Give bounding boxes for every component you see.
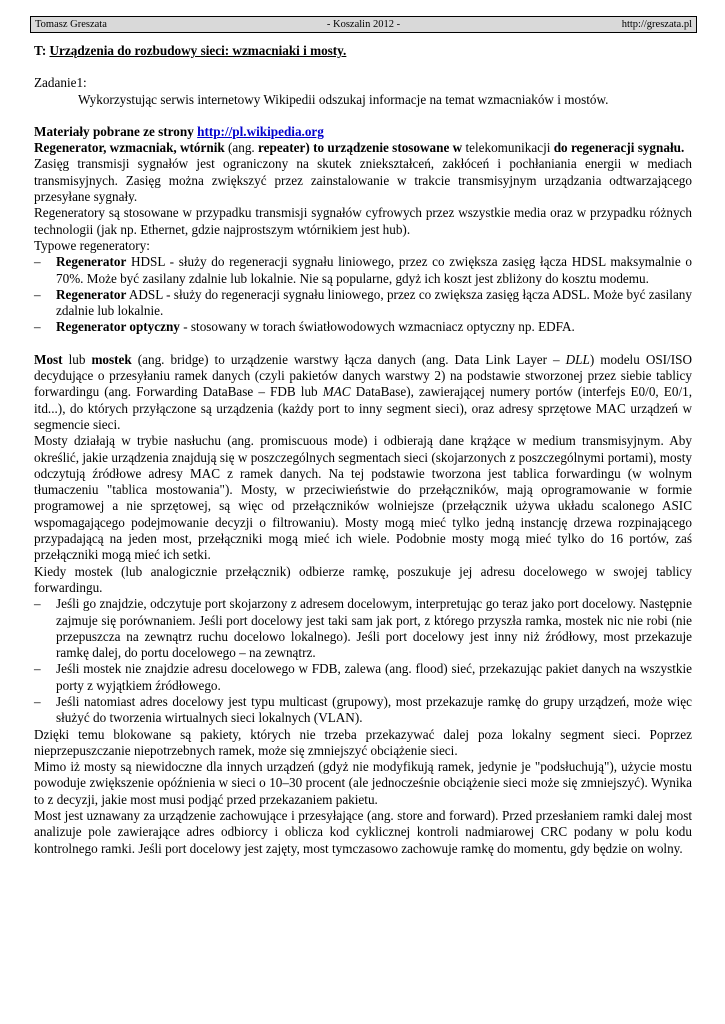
- list-item: – Jeśli go znajdzie, odczytuje port skojarzony z adresem docelowym, interpretując go teraz jako port docelowy. Następnie zajmuje się porównaniem. Jeśli port docelowy jest taki sam jak port, z którego przyszła ramka, mostek nic nie robi (nie przepuszcza na zewnątrz ruchu docelowo lokalnego). Jeśli port docelowy jest inny niż źródłowy, most przekazuje ramkę dalej, do portu docelowego – na zewnątrz.: [34, 596, 692, 661]
- wikipedia-link[interactable]: http://pl.wikipedia.org: [197, 123, 324, 139]
- list-item: – Jeśli natomiast adres docelowy jest typu multicast (grupowy), most przekazuje ramkę do grupy urządzeń, może więc służyć do tworzenia wirtualnych sieci lokalnych (VLAN).: [34, 694, 692, 727]
- bridge-paragraph-3: Kiedy mostek (lub analogicznie przełącznik) odbierze ramkę, poszukuje jej adresu docelowego w swojej tablicy forwardingu.: [34, 563, 692, 595]
- regenerator-term: Regenerator, wzmacniak, wtórnik: [34, 140, 225, 156]
- regenerator-definition: [34, 140, 692, 156]
- regenerator-def-text-2: telekomunikacji: [462, 140, 554, 156]
- regenerator-types-list: [34, 254, 692, 335]
- materials-label: Materiały pobrane ze strony: [34, 123, 198, 139]
- bridge-text-1: lub: [62, 351, 92, 367]
- bridge-paragraph-4: Dzięki temu blokowane są pakiety, których nie trzeba przekazywać dalej poza lokalny segment sieci. Poprzez nieprzepuszczanie niepotrzebnych ramek, może się zmniejszyć obciążenie sieci.: [34, 726, 692, 758]
- regenerator-def-bold-3: ) to urządzenie stosowane w: [305, 140, 463, 156]
- list-item: [34, 319, 692, 335]
- bridge-text-2: (ang. bridge) to urządzenie warstwy łącza danych (ang. Data Link Layer –: [131, 351, 566, 367]
- bridge-definition: [34, 352, 692, 433]
- bridge-text-4: DataBase), zawierającej numery portów (interfejs E0/0, E0/1, itd...), do których przyłączone są urządzenia (każdy port to inny segment sieci), oraz adresy sprzętowe MAC urządzeń w segmencie sieci.: [34, 384, 693, 432]
- list-item-term: Regenerator: [56, 286, 127, 302]
- bridge-term-mostek: mostek: [91, 351, 132, 367]
- bridge-cases-list: [34, 596, 692, 726]
- list-item-text: - stosowany w torach światłowodowych wzmacniacz optyczny np. EDFA.: [179, 319, 575, 335]
- bridge-mac-abbr: MAC: [322, 384, 351, 400]
- bridge-paragraph-2: Mosty działają w trybie nasłuchu (ang. promiscuous mode) i odbierają dane krążące w medium transmisyjnym. Aby określić, jakie urządzenia znajdują się w poszczególnych segmentach sieci (skojarzonych z poszczególnymi portami), mosty odczytują źródłowe adresy MAC z ramek danych. Na tej podstawie tworzona jest tablica forwardingu (w wolnym tłumaczeniu "tablica mostowania"). Mosty, w przeciwieństwie do przełączników, mają oprogramowanie w formie programowej a nie sprzętowej, są więc od przełączników wolniejsze (przełącznik używa układu scalonego ASIC wspomagającego podejmowanie decyzji o filtrowaniu). Mosty mogą mieć tylko jedną instancję drzewa rozpinającego przypadającą na jeden most, przełączniki mogą mieć ich wiele. Podobnie mosty mogą mieć tylko do 16 portów, zaś przełączniki mogą mieć ich setki.: [34, 433, 692, 563]
- bridge-term-most: Most: [34, 351, 63, 367]
- header-url: http://greszata.pl: [621, 19, 692, 30]
- materials-line: [34, 124, 692, 140]
- regenerator-def-text-1: (ang.: [224, 140, 259, 156]
- regenerator-types-label: Typowe regeneratory:: [34, 237, 150, 253]
- list-item: – Jeśli mostek nie znajdzie adresu docelowego w FDB, zalewa (ang. flood) sieć, przekazując pakiet danych na wszystkie porty z wyjątkiem źródłowego.: [34, 661, 692, 694]
- bridge-dll-abbr: DLL: [565, 351, 590, 367]
- task-text: Wykorzystując serwis internetowy Wikipedii odszukaj informacje na temat wzmacniaków i mostów.: [78, 91, 609, 107]
- list-item-term: Regenerator optyczny: [56, 319, 180, 335]
- task-label: Zadanie1:: [34, 75, 87, 91]
- header-location: - Koszalin 2012 -: [326, 19, 401, 30]
- list-item-term: Regenerator: [56, 254, 127, 270]
- header-author: Tomasz Greszata: [35, 19, 107, 30]
- list-item: [34, 254, 692, 287]
- list-item-text: HDSL - służy do regeneracji sygnału liniowego, przez co zwiększa zasięg łącza HDSL maksymalnie o 70%. Może być zasilany zdalnie lub lokalnie. Nie są popularne, gdyż ich koszt jest zbliżony do kosztu modemu.: [56, 254, 692, 286]
- regenerator-paragraph-1: Zasięg transmisji sygnałów jest ograniczony na skutek zniekształceń, zakłóceń i pochłaniania energii w mediach transmisyjnych. Zasięg można zwiększyć przez zainstalowanie w trakcie transmisyjnym urządzania odtwarzającego przesyłane sygnały.: [34, 156, 692, 205]
- list-item-text: ADSL - służy do regeneracji sygnału liniowego, przez co zwiększa zasięg łącza ADSL. Może być zasilany zdalnie lub lokalnie.: [56, 286, 692, 319]
- title-prefix: T:: [34, 43, 50, 58]
- document-title: [34, 43, 692, 59]
- bridge-text-3: ) modelu OSI/ISO decydujące o przesyłaniu ramek danych (czyli pakietów danych warstwy 2) na podstawie stworzonej przez siebie tablicy forwardingu (ang. Forwarding DataBase – FDB lub: [34, 351, 692, 400]
- document-body: [34, 43, 692, 857]
- bridge-paragraph-6: Most jest uznawany za urządzenie zachowujące i przesyłające (ang. store and forward). Przed przesłaniem ramki dalej most analizuje pole zawierające adres odbiorcy i oblicza kod cyklicznej kontroli nadmiarowej CRC podany w polu kodu kontrolnego ramki. Jeśli port docelowy jest zajęty, most tymczasowo zachowuje ramkę do momentu, gdy będzie on wolny.: [34, 808, 692, 856]
- regenerator-def-bold-4: do regeneracji sygnału.: [553, 140, 685, 156]
- list-item: [34, 287, 692, 320]
- title-text: Urządzenia do rozbudowy sieci: wzmacniaki i mosty.: [49, 43, 347, 58]
- repeater-term: repeater: [258, 140, 306, 156]
- bridge-paragraph-5: Mimo iż mosty są niewidoczne dla innych urządzeń (gdyż nie modyfikują ramek, jedynie je "podsłuchują"), użycie mostu powoduje zwiększenie opóźnienia w sieci o 10–30 procent (ale jednocześnie obciążenie sieci może się zmniejszyć). Wynika to z decyzji, jakie most musi podjąć przed przekazaniem pakietu.: [34, 759, 692, 807]
- regenerator-paragraph-2: Regeneratory są stosowane w przypadku transmisji sygnałów cyfrowych przez wszystkie media oraz w przypadku różnych technologii (jak np. Ethernet, gdzie najprostszym wtórnikiem jest hub).: [34, 205, 692, 237]
- page-header: [30, 16, 697, 33]
